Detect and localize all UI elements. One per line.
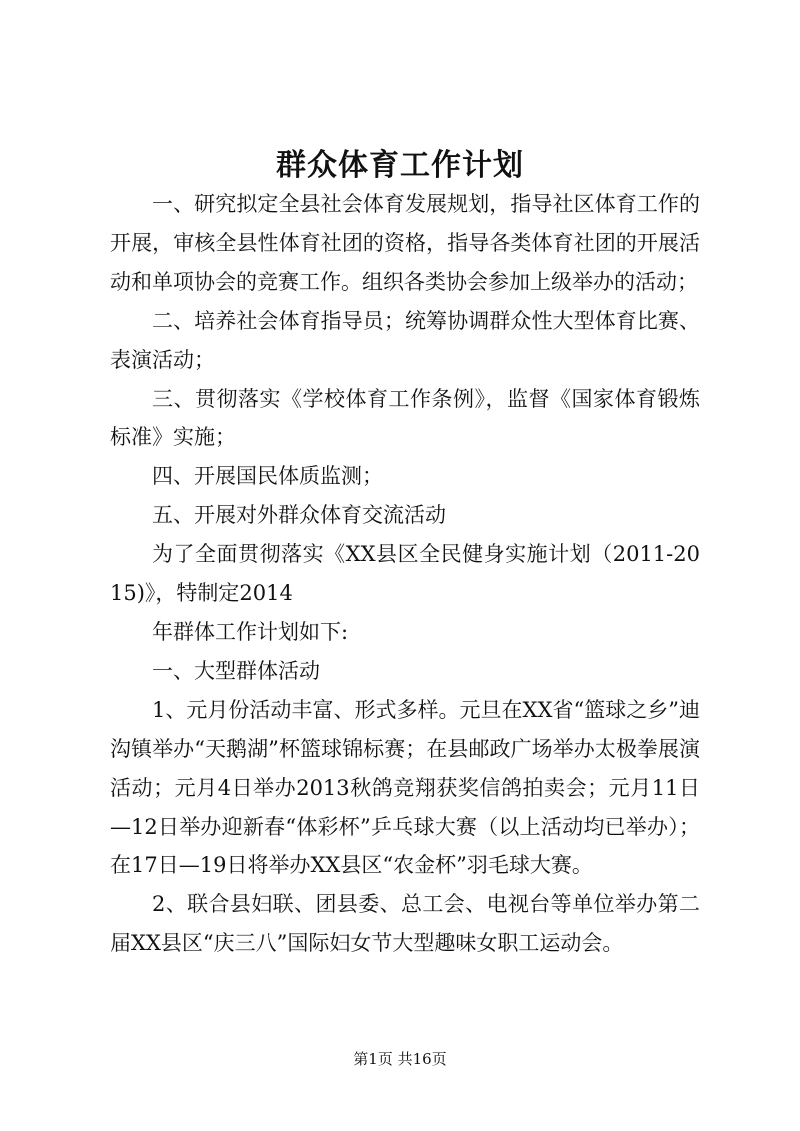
paragraph-5: 五、开展对外群众体育交流活动 [152, 503, 446, 528]
document-title: 群众体育工作计划 [276, 148, 524, 183]
paragraph-2: 二、培养社会体育指导员；统筹协调群众性大型体育比赛、表演活动； [110, 308, 700, 372]
section-heading-1: 一、大型群体活动 [152, 658, 320, 683]
document-body [110, 185, 700, 963]
paragraph-4: 四、开展国民体质监测； [152, 464, 383, 489]
paragraph-1: 一、研究拟定全县社会体育发展规划，指导社区体育工作的开展，审核全县性体育社团的资格，指导各类体育社团的开展活动和单项协会的竞赛工作。组织各类协会参加上级举办的活动； [110, 192, 700, 294]
paragraph-9: 1、元月份活动丰富、形式多样。元旦在XX省“篮球之乡”迪沟镇举办“天鹅湖”杯篮球锦标赛；在县邮政广场举办太极拳展演活动；元月4日举办2013秋鸽竞翔获奖信鸽拍卖会；元月11日—12日举办迎新春“体彩杯”乒乓球大赛（以上活动均已举办）；在17日—19日将举办XX县区“农金杯”羽毛球大赛。 [110, 697, 700, 878]
paragraph-6: 为了全面贯彻落实《XX县区全民健身实施计划（2011-2015)》，特制定2014 [110, 542, 700, 606]
paragraph-7: 年群体工作计划如下: [152, 619, 349, 644]
paragraph-10: 2、联合县妇联、团县委、总工会、电视台等单位举办第二届XX县区“庆三八”国际妇女节大型趣味女职工运动会。 [110, 892, 700, 956]
page-number-footer: 第1页 共16页 [353, 1050, 447, 1068]
paragraph-3: 三、贯彻落实《学校体育工作条例》，监督《国家体育锻炼标准》实施； [110, 386, 700, 450]
